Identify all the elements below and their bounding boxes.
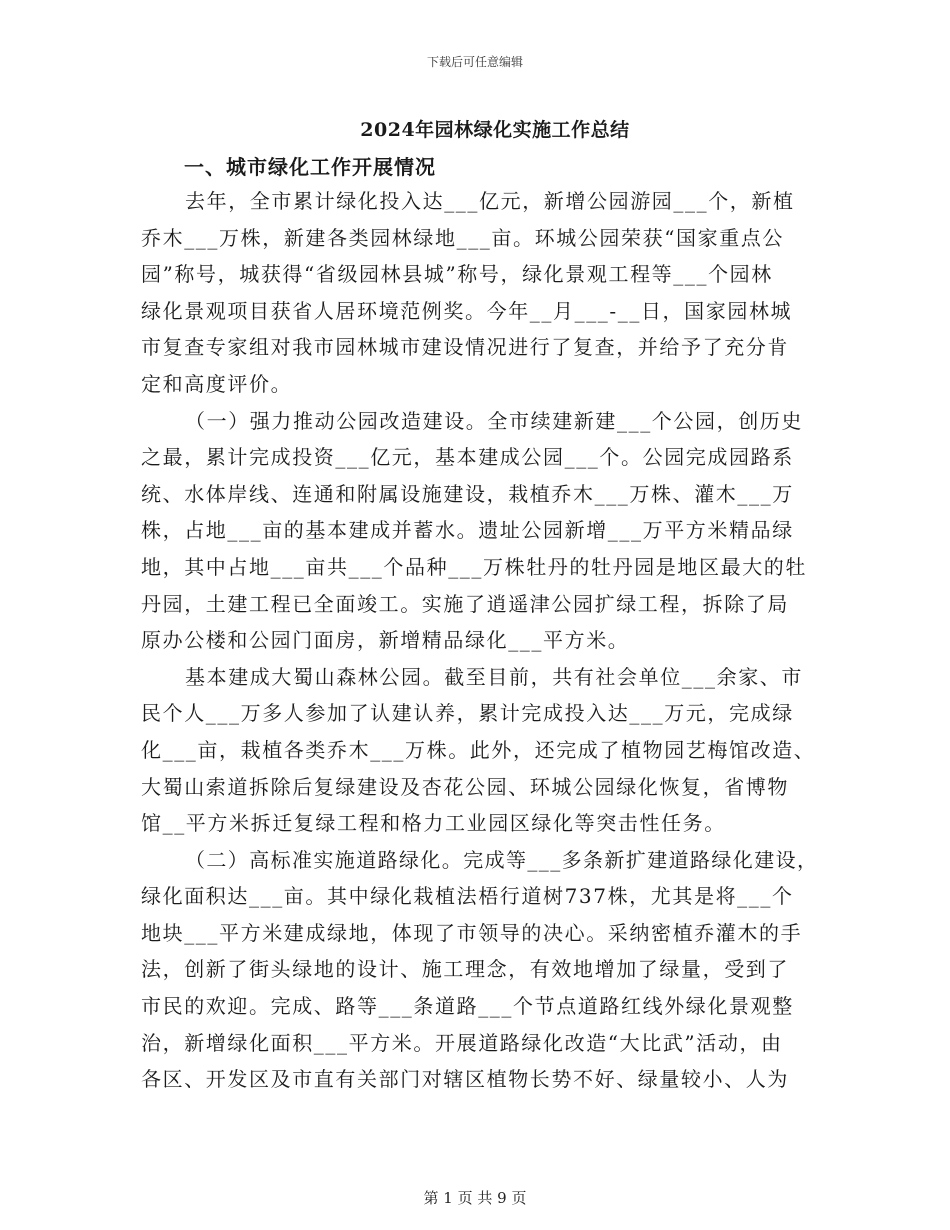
text-line: 各区、开发区及市直有关部门对辖区植物长势不好、绿量较小、人为 <box>141 1067 789 1092</box>
text-line: 定和高度评价。 <box>141 371 293 396</box>
page-footer: 第 1 页 共 9 页 <box>423 1189 527 1207</box>
text-line: 地，其中占地___亩共___个品种___万株牡丹的牡丹园是地区最大的牡 <box>141 554 807 579</box>
body-text <box>141 183 821 1098</box>
text-line: 地块___平方米建成绿地，体现了市领导的决心。采纳密植乔灌木的手 <box>141 920 803 945</box>
text-line: （二）高标准实施道路绿化。完成等___多条新扩建道路绿化建设， <box>185 847 819 872</box>
text-line: 丹园，土建工程已全面竣工。实施了逍遥津公园扩绿工程，拆除了局 <box>141 591 789 616</box>
text-line: 株，占地___亩的基本建成并蓄水。遗址公园新增___万平方米精品绿 <box>141 518 794 543</box>
text-line: 之最，累计完成投资___亿元，基本建成公园___个。公园完成园路系 <box>141 445 794 470</box>
text-line: 市民的欢迎。完成、路等___条道路___个节点道路红线外绿化景观整 <box>141 994 794 1019</box>
text-line: 法，创新了街头绿地的设计、施工理念，有效地增加了绿量，受到了 <box>141 957 789 982</box>
section-heading: 一、城市绿化工作开展情况 <box>184 155 436 179</box>
text-line: 乔木___万株，新建各类园林绿地___亩。环城公园荣获“国家重点公 <box>141 225 785 250</box>
text-line: 化___亩，栽植各类乔木___万株。此外，还完成了植物园艺梅馆改造、 <box>141 737 816 762</box>
text-line: 去年，全市累计绿化投入达___亿元，新增公园游园___个，新植 <box>185 189 795 213</box>
text-line: 馆__平方米拆迁复绿工程和格力工业园区绿化等突击性任务。 <box>141 811 726 836</box>
document-title: 2024年园林绿化实施工作总结 <box>360 119 630 141</box>
text-line: 园”称号，城获得“省级园林县城”称号，绿化景观工程等___个园林 <box>141 262 773 287</box>
text-line: 基本建成大蜀山森林公园。截至目前，共有社会单位___余家、市 <box>185 664 803 689</box>
text-line: 民个人___万多人参加了认建认养，累计完成投入达___万元，完成绿 <box>141 701 794 726</box>
text-line: 治，新增绿化面积___平方米。开展道路绿化改造“大比武”活动，由 <box>141 1030 783 1055</box>
text-line: （一）强力推动公园改造建设。全市续建新建___个公园，创历史 <box>185 408 803 433</box>
text-line: 统、水体岸线、连通和附属设施建设，栽植乔木___万株、灌木___万 <box>141 481 794 506</box>
text-line: 绿化面积达___亩。其中绿化栽植法梧行道树737株，尤其是将___个 <box>141 884 794 909</box>
text-line: 原办公楼和公园门面房，新增精品绿化___平方米。 <box>141 628 630 653</box>
header-note: 下载后可任意编辑 <box>426 55 523 69</box>
text-line: 市复查专家组对我市园林城市建设情况进行了复查，并给予了充分肯 <box>141 335 789 360</box>
text-line: 绿化景观项目获省人居环境范例奖。今年__月___-__日，国家园林城 <box>141 298 793 323</box>
text-line: 大蜀山索道拆除后复绿建设及杏花公园、环城公园绿化恢复，省博物 <box>141 774 789 799</box>
